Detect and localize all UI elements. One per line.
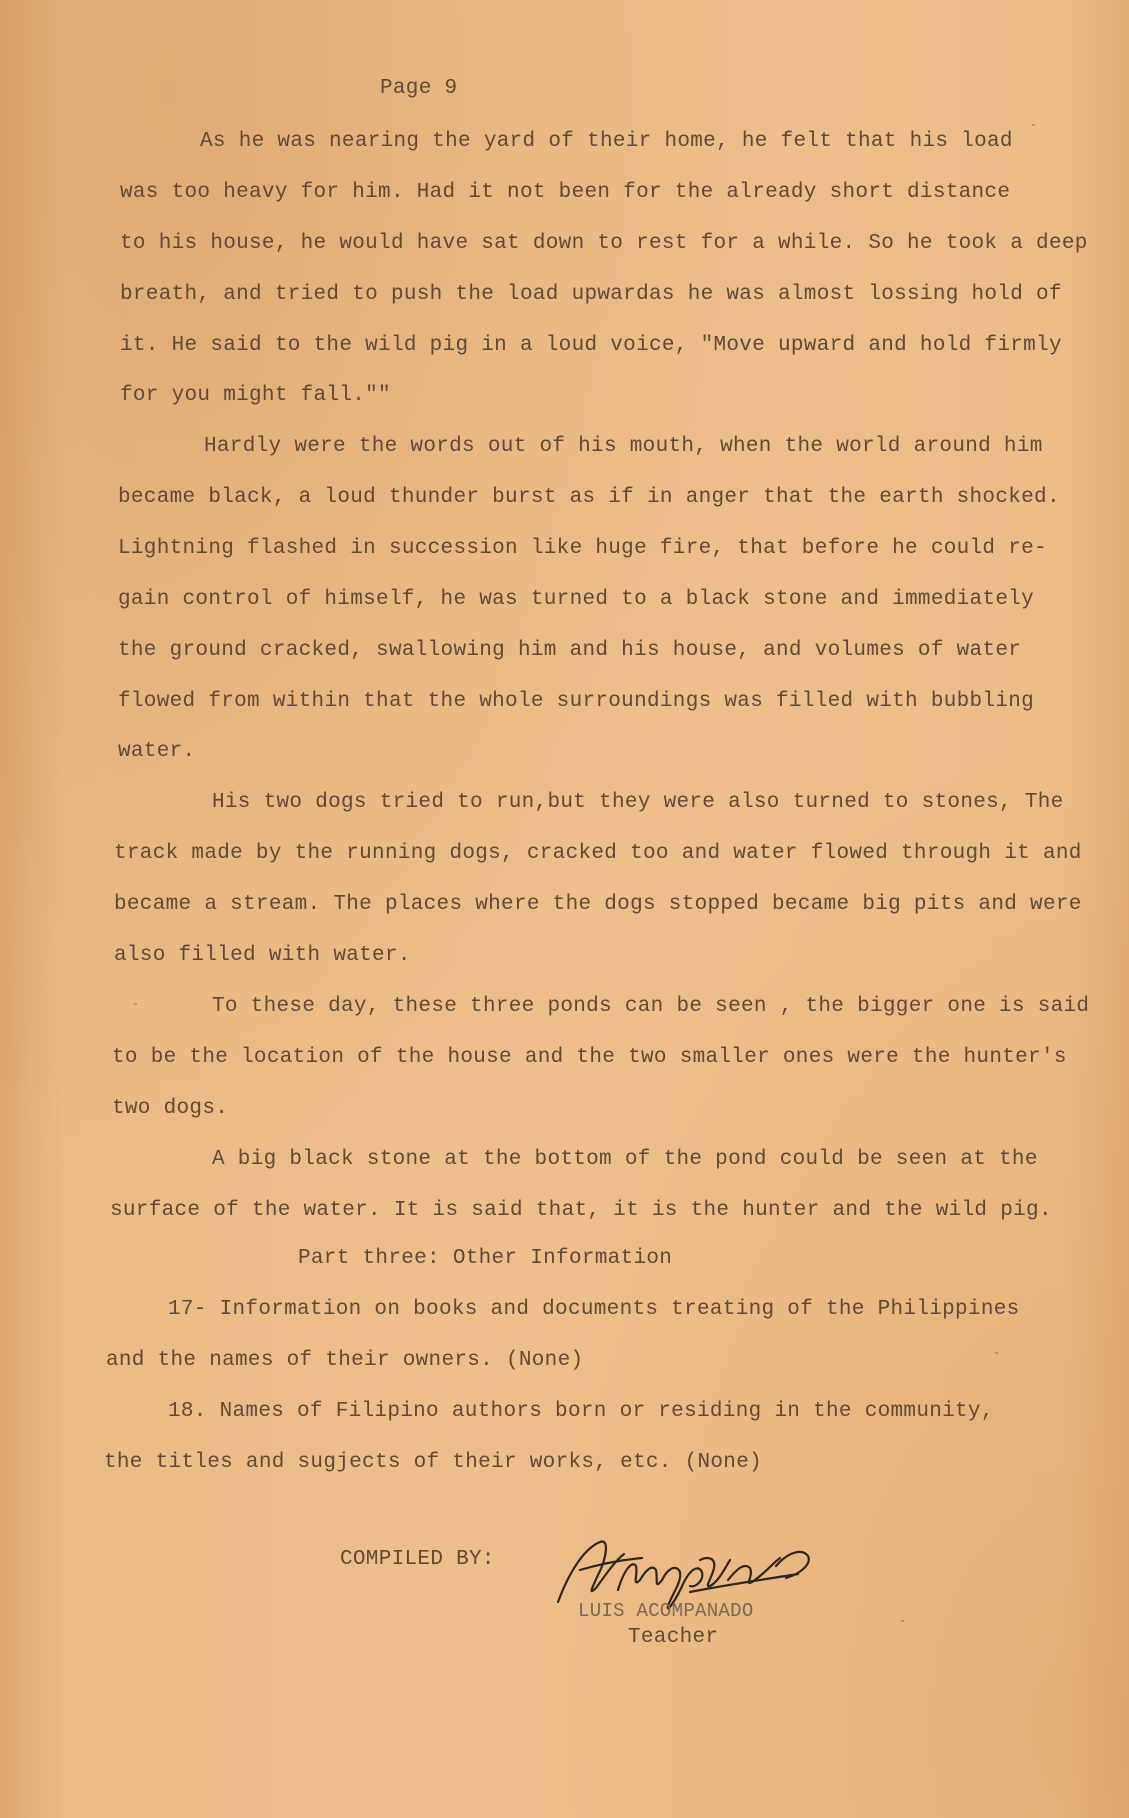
text-line: to be the location of the house and the two smaller ones were the hunter's (112, 1046, 1067, 1069)
text-line: Hardly were the words out of his mouth, when the world around him (204, 435, 1043, 458)
text-line: and the names of their owners. (None) (106, 1349, 584, 1372)
text-line: 18. Names of Filipino authors born or residing in the community, (168, 1400, 994, 1423)
text-line: 17- Information on books and documents treating of the Philippines (168, 1298, 1020, 1321)
text-line: As he was nearing the yard of their home, he felt that his load (200, 130, 1013, 153)
page-number: Page 9 (380, 77, 458, 100)
paper-speck (134, 1003, 137, 1005)
text-line: two dogs. (112, 1097, 229, 1120)
text-line: His two dogs tried to run,but they were also turned to stones, The (212, 791, 1064, 814)
text-line: became a stream. The places where the dogs stopped became big pits and were (114, 893, 1082, 916)
text-line: the titles and sugjects of their works, etc. (None) (104, 1451, 763, 1474)
text-line: for you might fall."" (120, 384, 391, 407)
text-line: breath, and tried to push the load upwardas he was almost lossing hold of (120, 283, 1062, 306)
text-line: to his house, he would have sat down to rest for a while. So he took a deep (120, 232, 1088, 255)
text-line: water. (118, 740, 196, 763)
text-line: gain control of himself, he was turned to a black stone and immediately (118, 588, 1035, 611)
signatory-name: LUIS ACOMPANADO (578, 1600, 754, 1622)
paper-speck (1032, 124, 1035, 126)
paper-speck (901, 1620, 904, 1622)
text-line: the ground cracked, swallowing him and his house, and volumes of water (118, 639, 1022, 662)
text-line: also filled with water. (114, 944, 411, 967)
text-line: track made by the running dogs, cracked too and water flowed through it and (114, 842, 1082, 865)
text-line: was too heavy for him. Had it not been for the already short distance (120, 181, 1011, 204)
section-heading: Part three: Other Information (298, 1247, 673, 1270)
text-line: it. He said to the wild pig in a loud voice, "Move upward and hold firmly (120, 334, 1062, 357)
text-line: To these day, these three ponds can be seen , the bigger one is said (212, 995, 1090, 1018)
text-line: became black, a loud thunder burst as if in anger that the earth shocked. (118, 486, 1060, 509)
compiled-by-label: COMPILED BY: (340, 1548, 495, 1571)
text-line: surface of the water. It is said that, it is the hunter and the wild pig. (110, 1199, 1052, 1222)
text-line: A big black stone at the bottom of the pond could be seen at the (212, 1148, 1038, 1171)
signatory-title: Teacher (628, 1626, 719, 1649)
text-line: flowed from within that the whole surroundings was filled with bubbling (118, 690, 1035, 713)
paper-speck (995, 1352, 998, 1354)
text-line: Lightning flashed in succession like huge fire, that before he could re- (118, 537, 1047, 560)
